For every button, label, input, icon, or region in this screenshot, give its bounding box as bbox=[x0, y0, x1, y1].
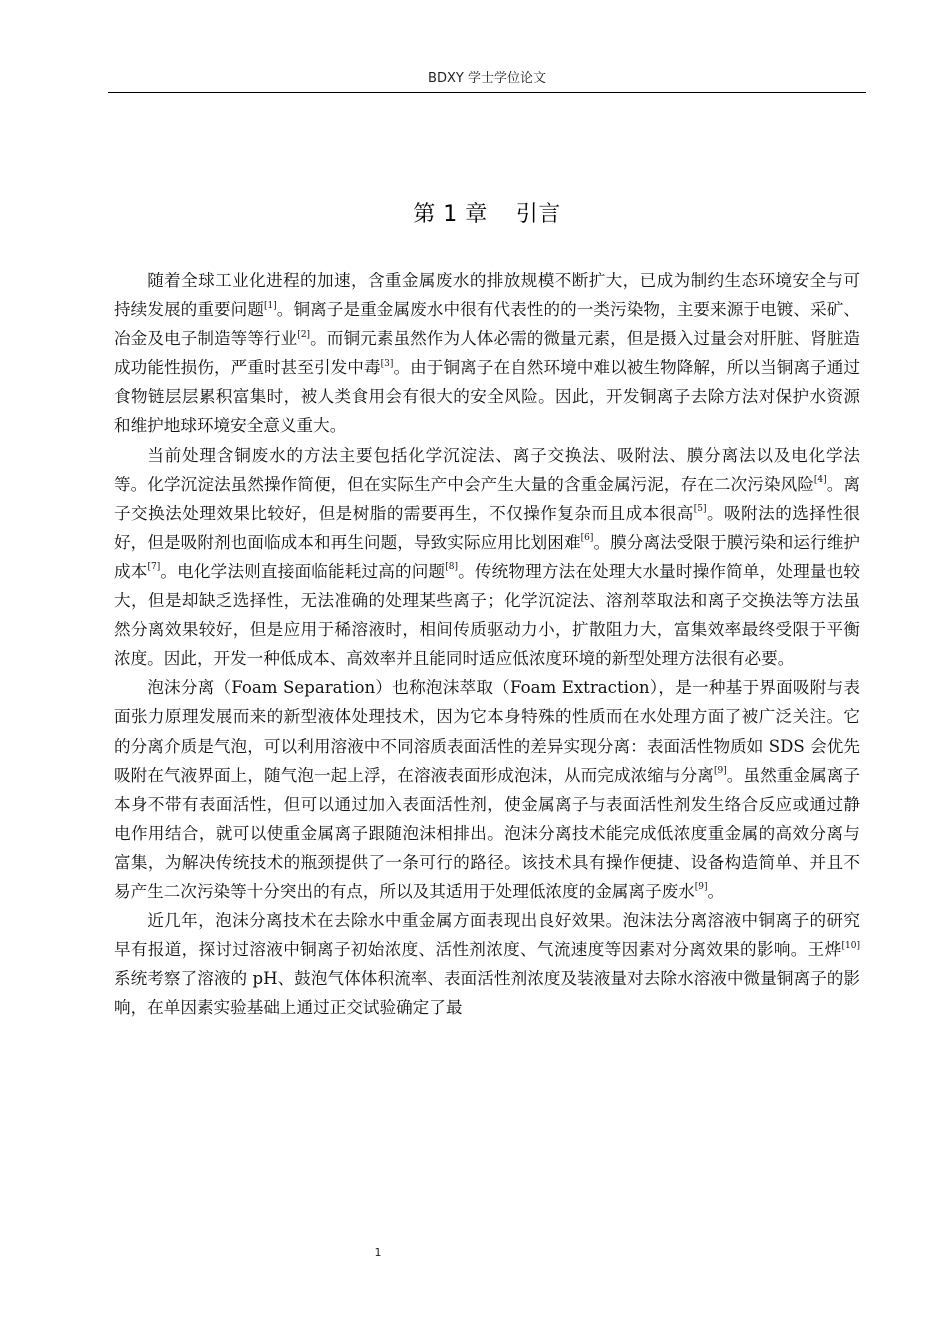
citation-marker: [8] bbox=[445, 562, 458, 573]
citation-marker: [4] bbox=[813, 475, 827, 486]
paragraph-text: 。 bbox=[707, 881, 725, 901]
body-text bbox=[114, 266, 860, 1022]
paragraph-text: 。膜分离法受限于膜污染和运行维护成本 bbox=[114, 532, 861, 581]
chapter-title bbox=[108, 198, 866, 232]
citation-marker: [3] bbox=[380, 358, 394, 369]
chapter-name: 引言 bbox=[515, 202, 561, 227]
body-paragraph bbox=[114, 906, 860, 1022]
paragraph-text: 。铜离子是重金属废水中很有代表性的的一类污染物，主要来源于电镀、采矿、冶金及电子制造等等行业 bbox=[114, 300, 860, 349]
paragraph-text: 近几年，泡沫分离技术在去除水中重金属方面表现出良好效果。泡沫法分离溶液中铜离子的研究早有报道，探讨过溶液中铜离子初始浓度、活性剂浓度、气流速度等因素对分离效果的影响。王烨 bbox=[114, 911, 860, 960]
paragraph-text: 。由于铜离子在自然环境中难以被生物降解，所以当铜离子通过食物链层层累积富集时，被人类食用会有很大的安全风险。因此，开发铜离子去除方法对保护水资源和维护地球环境安全意义重大。 bbox=[114, 358, 861, 436]
paragraph-text: 当前处理含铜废水的方法主要包括化学沉淀法、离子交换法、吸附法、膜分离法以及电化学法等。化学沉淀法虽然操作简便，但在实际生产中会产生大量的含重金属污泥，存在二次污染风险 bbox=[114, 445, 860, 494]
paragraph-text: 。吸附法的选择性很好，但是吸附剂也面临成本和再生问题，导致实际应用比划困难 bbox=[114, 503, 861, 552]
body-paragraph bbox=[114, 441, 860, 674]
citation-marker: [10] bbox=[841, 940, 860, 951]
citation-marker: [7] bbox=[147, 562, 161, 573]
citation-marker: [9] bbox=[713, 766, 727, 777]
citation-marker: [9] bbox=[694, 882, 708, 893]
paragraph-text: 。离子交换法处理效果比较好，但是树脂的需要再生，不仅操作复杂而且成本很高 bbox=[114, 474, 861, 523]
paragraph-text: 。电化学法则直接面临能耗过高的问题 bbox=[160, 561, 446, 581]
body-paragraph bbox=[114, 266, 860, 441]
header-rule bbox=[108, 92, 866, 93]
paragraph-text: 。而铜元素虽然作为人体必需的微量元素，但是摄入过量会对肝脏、肾脏造成功能性损伤，严重时甚至引发中毒 bbox=[114, 329, 860, 378]
page-number: 1 bbox=[374, 1246, 382, 1259]
citation-marker: [6] bbox=[580, 533, 594, 544]
citation-marker: [2] bbox=[297, 329, 311, 340]
paragraph-text: 。虽然重金属离子本身不带有表面活性，但可以通过加入表面活性剂，使金属离子与表面活性剂发生络合反应或通过静电作用结合，就可以使重金属离子跟随泡沫相排出。泡沫分离技术能完成低浓度重金属的高效分离与富集，为解决传统技术的瓶颈提供了一条可行的路径。该技术具有操作便捷、设备构造简单、并且不易产生二次污染等十分突出的有点，所以及其适用于处理低浓度的金属离子废水 bbox=[114, 765, 861, 901]
chapter-number: 第 1 章 bbox=[413, 202, 488, 227]
paragraph-text: 。传统物理方法在处理大水量时操作简单，处理量也较大，但是却缺乏选择性，无法准确的处理某些离子；化学沉淀法、溶剂萃取法和离子交换法等方法虽然分离效果较好，但是应用于稀溶液时，相间传质驱动力小，扩散阻力大，富集效率最终受限于平衡浓度。因此，开发一种低成本、高效率并且能同时适应低浓度环境的新型处理方法很有必要。 bbox=[114, 561, 861, 669]
paragraph-text: 泡沫分离（Foam Separation）也称泡沫萃取（Foam Extraction），是一种基于界面吸附与表面张力原理发展而来的新型液体处理技术，因为它本身特殊的性质而在水处理方面了被广泛关注。它的分离介质是气泡，可以利用溶液中不同溶质表面活性的差异实现分离：表面活性物质如 SDS 会优先吸附在气液界面上，随气泡一起上浮，在溶液表面形成泡沫，从而完成浓缩与分离 bbox=[114, 678, 860, 785]
body-paragraph bbox=[114, 673, 860, 906]
paragraph-text: 系统考察了溶液的 pH、鼓泡气体体积流率、表面活性剂浓度及装液量对去除水溶液中微量铜离子的影响，在单因素实验基础上通过正交试验确定了最 bbox=[114, 969, 860, 1018]
citation-marker: [1] bbox=[263, 300, 277, 311]
citation-marker: [5] bbox=[693, 504, 707, 515]
running-header: BDXY 学士学位论文 bbox=[428, 71, 546, 86]
paragraph-text: 随着全球工业化进程的加速，含重金属废水的排放规模不断扩大，已成为制约生态环境安全与可持续发展的重要问题 bbox=[114, 271, 860, 320]
